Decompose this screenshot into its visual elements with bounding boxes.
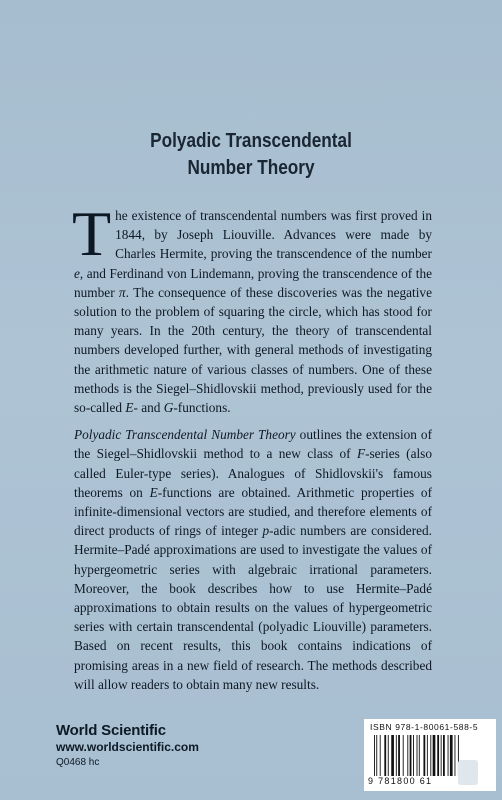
text-segment: he existence of transcendental numbers was first proved in 1844, by Joseph Liouville. Advances were made by Charles Hermite, proving the transcendence of the number: [115, 208, 432, 262]
product-code: Q0468 hc: [56, 757, 100, 768]
math-symbol-E: E: [149, 484, 158, 500]
drop-cap: T: [72, 198, 112, 269]
math-symbol-F: F: [356, 446, 366, 462]
book-title-line-1: Polyadic Transcendental: [150, 130, 352, 152]
price-sticker: [458, 760, 478, 785]
math-symbol-pi: π: [118, 284, 126, 300]
publisher-block: [56, 722, 199, 768]
text-segment: , and Ferdinand von Lindemann, proving the transcendence of the number: [74, 265, 432, 300]
publisher-name: World Scientific: [56, 722, 166, 739]
blurb-paragraph-1: [72, 198, 432, 417]
text-segment: outlines the extension of the Siegel–Shidlovskii method to a new class of: [74, 427, 432, 462]
math-symbol-G: G: [163, 400, 174, 416]
text-segment: -series (also called Euler-type series). Analogues of Shidlovskii's famous theorems on: [74, 446, 432, 500]
book-title-line-2: Number Theory: [187, 157, 315, 179]
isbn-label: ISBN 978-1-80061-588-5: [370, 722, 479, 732]
math-symbol-e: e: [74, 265, 80, 281]
barcode-digits: 9 781800 61: [368, 776, 433, 786]
text-segment: -functions.: [173, 400, 231, 416]
text-segment: -adic numbers are considered. Hermite–Padé approximations are used to investigate the values of hypergeometric series with algebraic irrational parameters. Moreover, the book describes how to use Hermite–Padé approximations to obtain results on the values of hypergeometric series with certain transcendental (polyadic Liouville) parameters. Based on recent results, this book contains indications of promising areas in a new field of research. The methods described will allow readers to obtain many new results.: [74, 523, 432, 692]
text-segment: -functions are obtained. Arithmetic properties of infinite-dimensional vectors are studied, and therefore elements of direct products of rings of integer: [74, 484, 433, 539]
publisher-url: www.worldscientific.com: [56, 740, 199, 754]
text-segment: . The consequence of these discoveries was the negative solution to the problem of squaring the circle, which has stood for many years. In the 20th century, the theory of transcendental numbers developed further, with general methods of investigating the arithmetic nature of various classes of numbers. One of these methods is the Siegel–Shidlovskii method, previously used for the so-called: [74, 284, 432, 416]
math-symbol-p: p: [262, 523, 270, 539]
book-title-italic: Polyadic Transcendental Number Theory: [74, 427, 296, 443]
blurb: [72, 198, 433, 702]
math-symbol-E: E: [125, 400, 134, 416]
blurb-paragraph-2: [74, 425, 432, 694]
text-segment: - and: [133, 400, 164, 416]
